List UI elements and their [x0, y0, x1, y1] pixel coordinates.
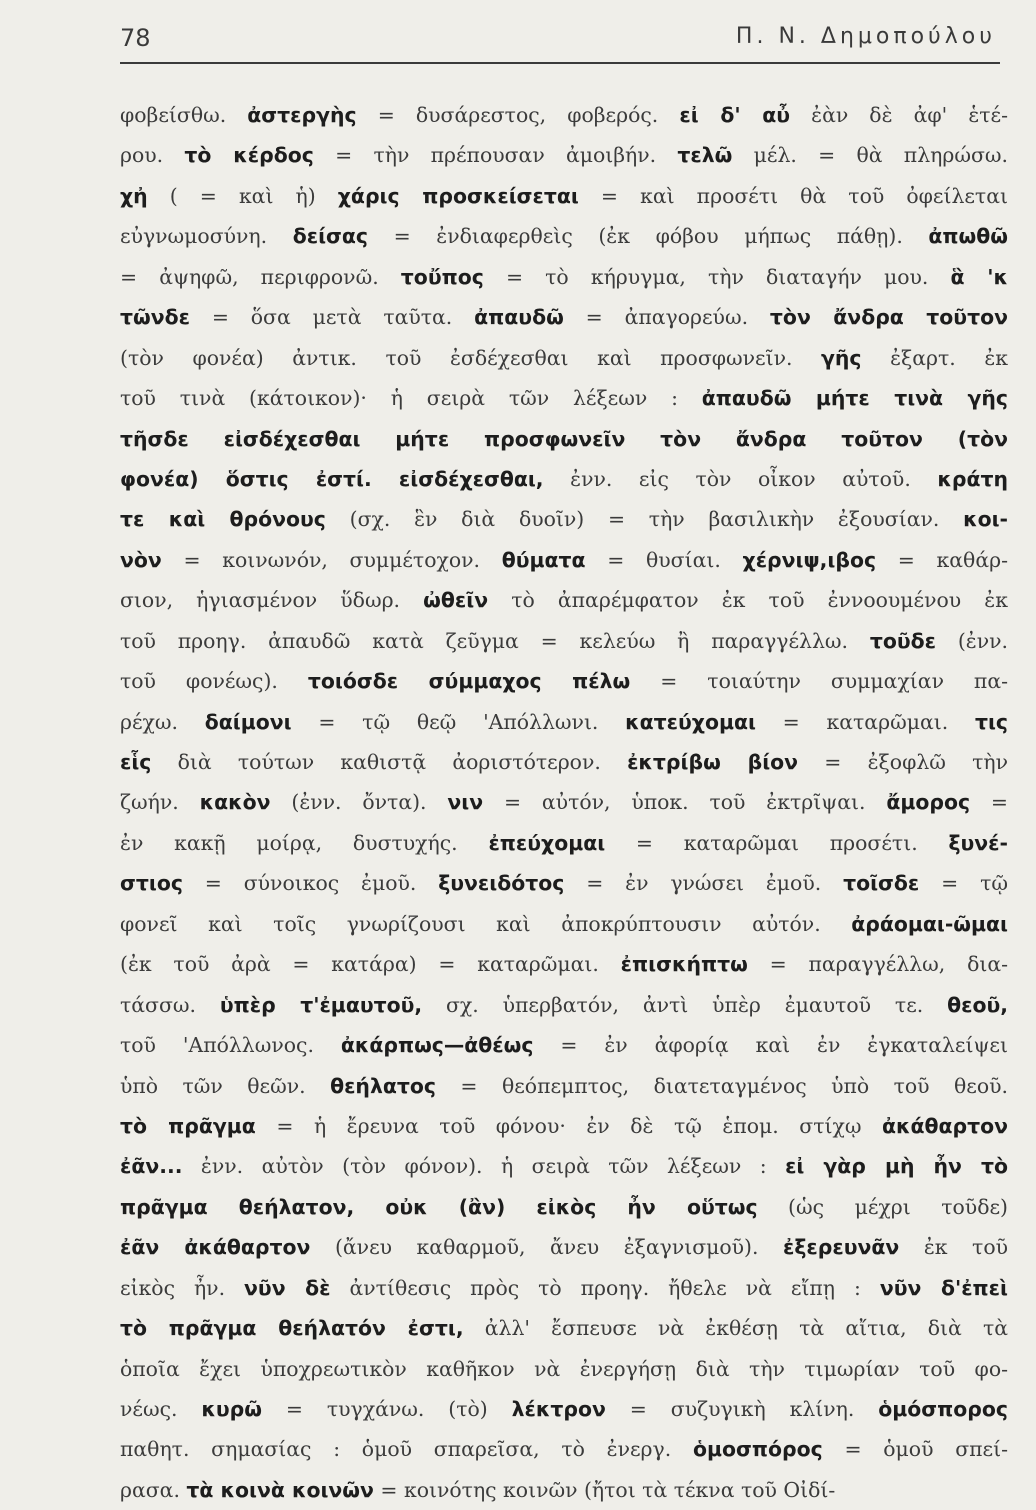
- gloss: =: [970, 790, 1008, 815]
- text-line: [120, 1187, 1008, 1227]
- gloss: ἐνν. εἰς τὸν οἶκον αὐτοῦ.: [543, 466, 938, 491]
- gloss: = ὅσα μετὰ ταῦτα.: [189, 305, 475, 330]
- text-line: [120, 904, 1008, 944]
- lemma: τοῖσδε: [843, 871, 920, 896]
- text-line: [120, 621, 1008, 661]
- lemma: ἐᾶν ἀκάθαρτον: [120, 1235, 311, 1260]
- lemma: ἀπωθῶ: [928, 224, 1008, 249]
- lemma: κακὸν: [199, 790, 271, 815]
- lemma: νιν: [447, 790, 484, 815]
- text-line: [120, 782, 1008, 822]
- text-line: [120, 944, 1008, 984]
- lemma: ἀπαυδῶ μήτε τινὰ γῆς: [701, 386, 1008, 411]
- gloss: εἰκὸς ἦν.: [120, 1275, 245, 1300]
- lemma: κράτη: [937, 466, 1008, 491]
- gloss: (σχ. ἓν διὰ δυοῖν) = τὴν βασιλικὴν ἐξουσίαν.: [325, 507, 964, 532]
- lemma: πρᾶγμα θεήλατον, οὐκ (ἂν) εἰκὸς ἦν οὕτως: [120, 1194, 758, 1219]
- gloss: ὑπὸ τῶν θεῶν.: [120, 1073, 331, 1098]
- gloss: εὐγνωμοσύνη.: [120, 224, 293, 249]
- gloss: ρασα.: [120, 1477, 187, 1502]
- text-line: [120, 338, 1008, 378]
- gloss: = καταρῶμαι προσέτι.: [605, 830, 949, 855]
- lemma: θεοῦ,: [947, 992, 1008, 1017]
- text-line: [120, 702, 1008, 742]
- lemma: νῦν δὲ: [244, 1275, 331, 1300]
- lemma: χάρις προσκείσεται: [337, 183, 579, 208]
- gloss: τοῦ 'Απόλλωνος.: [120, 1033, 341, 1058]
- gloss: = ἡ ἔρευνα τοῦ φόνου· ἐν δὲ τῷ ἑπομ. στίχῳ: [255, 1113, 882, 1138]
- lemma: τὸν ἄνδρα τοῦτον: [769, 305, 1008, 330]
- lemma: ὠθεῖν: [423, 588, 489, 613]
- lemma: ἀστεργὴς: [247, 103, 357, 127]
- lemma: ξυνειδότος: [438, 871, 565, 896]
- lemma: φονέα) ὅστις ἐστί. εἰσδέχεσθαι,: [120, 466, 544, 491]
- running-head: Π. Ν. Δημοπούλου: [735, 24, 996, 49]
- text-line: [120, 378, 1008, 418]
- gloss: ἐκ τοῦ: [899, 1235, 1008, 1260]
- lemma: νῦν δ'ἐπεὶ: [879, 1275, 1008, 1300]
- text-line: [120, 1106, 1008, 1146]
- lemma: εἰ γὰρ μὴ ἦν τὸ: [785, 1154, 1008, 1179]
- gloss: = ἐν γνώσει ἐμοῦ.: [564, 871, 844, 896]
- gloss: σιον, ἡγιασμένον ὕδωρ.: [120, 588, 424, 613]
- lemma: τε καὶ θρόνους: [120, 507, 326, 532]
- lemma: τὸ κέρδος: [184, 143, 314, 168]
- gloss: = κοινότης κοινῶν (ἤτοι τὰ τέκνα τοῦ Οἰδί-: [373, 1477, 836, 1502]
- text-line: [120, 1066, 1008, 1106]
- gloss: = ἐξοφλῶ τὴν: [798, 750, 1008, 774]
- lemma: τοὔπος: [400, 264, 484, 289]
- text-line: [120, 95, 1008, 135]
- gloss: (τὸν φονέα) ἀντικ. τοῦ ἐσδέχεσθαι καὶ προσφωνεῖν.: [120, 345, 822, 370]
- lemma: ἐᾶν...: [120, 1154, 183, 1179]
- gloss: ἐὰν δὲ ἀφ' ἑτέ-: [790, 103, 1008, 127]
- gloss: ρου.: [120, 143, 185, 168]
- text-line: [120, 580, 1008, 620]
- text-line: [120, 1308, 1008, 1348]
- gloss: = συζυγικὴ κλίνη.: [605, 1397, 879, 1421]
- gloss: ( = καὶ ἡ): [147, 183, 338, 208]
- text-line: [120, 499, 1008, 539]
- gloss: = καὶ προσέτι θὰ τοῦ ὀφείλεται: [578, 183, 1008, 208]
- gloss: ἀντίθεσις πρὸς τὸ προηγ. ἤθελε νὰ εἴπῃ :: [330, 1275, 880, 1300]
- gloss: τοῦ τινὰ (κάτοικον)· ἡ σειρὰ τῶν λέξεων :: [120, 386, 702, 411]
- text-line: [120, 419, 1008, 459]
- gloss: ἐξαρτ. ἐκ: [861, 345, 1008, 370]
- page-number: 78: [120, 24, 151, 52]
- lemma: ὑπὲρ τ'ἐμαυτοῦ,: [219, 992, 423, 1017]
- gloss: φοβείσθω.: [120, 103, 248, 127]
- gloss: μέλ. = θὰ πληρώσω.: [732, 143, 1008, 168]
- lemma: ἃ 'κ: [950, 264, 1008, 289]
- gloss: = αὐτόν, ὑποκ. τοῦ ἐκτρῖψαι.: [483, 790, 887, 815]
- text-line: [120, 216, 1008, 256]
- lemma: ἀκάρπως—ἀθέως: [340, 1033, 534, 1058]
- lemma: κοι-: [963, 507, 1008, 532]
- gloss: σχ. ὑπερβατόν, ἀντὶ ὑπὲρ ἐμαυτοῦ τε.: [422, 992, 948, 1017]
- text-line: [120, 135, 1008, 175]
- lemma: τὸ πρᾶγμα θεήλατόν ἐστι,: [120, 1316, 464, 1341]
- gloss: = τῷ θεῷ 'Απόλλωνι.: [291, 709, 626, 734]
- lemma: χἠ: [120, 183, 148, 208]
- lemma: τὸ πρᾶγμα: [120, 1113, 256, 1138]
- gloss: τάσσω.: [120, 992, 220, 1017]
- lemma: κυρῶ: [201, 1397, 262, 1421]
- text-line: [120, 297, 1008, 337]
- gloss: ἀλλ' ἔσπευσε νὰ ἐκθέσῃ τὰ αἴτια, διὰ τὰ: [463, 1316, 1008, 1341]
- lemma: ἐπεύχομαι: [488, 830, 606, 855]
- text-line: [120, 1227, 1008, 1267]
- text-line: [120, 863, 1008, 903]
- lemma: λέκτρον: [511, 1397, 606, 1421]
- gloss: = ὁμοῦ σπεί-: [822, 1437, 1008, 1462]
- lemma: θεήλατος: [330, 1073, 436, 1098]
- lemma: ξυνέ-: [948, 830, 1008, 855]
- text-line: [120, 257, 1008, 297]
- gloss: (ἐνν. ὄντα).: [270, 790, 448, 815]
- gloss: ὁποῖα ἔχει ὑποχρεωτικὸν καθῆκον νὰ ἐνεργήσῃ διὰ τὴν τιμωρίαν τοῦ φο-: [120, 1356, 1008, 1381]
- text-line: [120, 985, 1008, 1025]
- gloss: = τὸ κήρυγμα, τὴν διαταγήν μου.: [483, 264, 951, 289]
- gloss: = θεόπεμπτος, διατεταγμένος ὑπὸ τοῦ θεοῦ.: [435, 1073, 1008, 1098]
- gloss: = ἀψηφῶ, περιφρονῶ.: [120, 264, 401, 289]
- text-line: [120, 1268, 1008, 1308]
- text-line: [120, 1025, 1008, 1065]
- lemma: ἀράομαι-ῶμαι: [851, 911, 1008, 936]
- gloss: διὰ τούτων καθιστᾷ ἀοριστότερον.: [151, 750, 628, 774]
- lemma: ἀκάθαρτον: [881, 1113, 1008, 1138]
- gloss: = καταρῶμαι.: [755, 709, 975, 734]
- gloss: φονεῖ καὶ τοῖς γνωρίζουσι καὶ ἀποκρύπτουσιν αὐτόν.: [120, 911, 852, 936]
- gloss: ρέχω.: [120, 709, 205, 734]
- gloss: = τῷ: [919, 871, 1008, 896]
- gloss: = τὴν πρέπουσαν ἀμοιβήν.: [313, 143, 678, 168]
- page-header: [120, 18, 1000, 64]
- text-line: [120, 1389, 1008, 1429]
- lemma: δείσας: [292, 224, 368, 249]
- text-line: [120, 1146, 1008, 1186]
- lemma: ὁμόσπορος: [878, 1397, 1008, 1421]
- gloss: τοῦ προηγ. ἀπαυδῶ κατὰ ζεῦγμα = κελεύω ἢ παραγγέλλω.: [120, 628, 870, 653]
- gloss: ἐνν. αὐτὸν (τὸν φόνον). ἡ σειρὰ τῶν λέξεων :: [182, 1154, 786, 1179]
- lemma: ὁμοσπόρος: [692, 1437, 823, 1462]
- lemma: τοῦδε: [869, 628, 936, 653]
- lemma: εἰ δ' αὖ: [679, 103, 791, 127]
- text-line: [120, 540, 1008, 580]
- gloss: = τυγχάνω. (τὸ): [261, 1397, 512, 1421]
- text-line: [120, 176, 1008, 216]
- lemma: κατεύχομαι: [625, 709, 756, 734]
- gloss: παθητ. σημασίας : ὁμοῦ σπαρεῖσα, τὸ ἐνεργ.: [120, 1437, 693, 1462]
- gloss: = τοιαύτην συμμαχίαν πα-: [630, 669, 1008, 694]
- text-line: [120, 1470, 1008, 1510]
- lemma: ἐξερευνᾶν: [783, 1235, 900, 1260]
- text-line: [120, 1429, 1008, 1469]
- gloss: ζωήν.: [120, 790, 200, 815]
- lemma: τοιόσδε σύμμαχος πέλω: [307, 669, 631, 694]
- lemma: νὸν: [120, 547, 162, 572]
- gloss: = καθάρ-: [876, 547, 1008, 572]
- gloss: = δυσάρεστος, φοβερός.: [356, 103, 680, 127]
- gloss: (ἐνν.: [936, 628, 1008, 653]
- gloss: = ἐνδιαφερθεὶς (ἐκ φόβου μήπως πάθῃ).: [368, 224, 929, 249]
- text-line: [120, 459, 1008, 499]
- lemma: χέρνιψ,ιβος: [742, 547, 877, 572]
- commentary-text: [120, 95, 1008, 1510]
- text-line: [120, 742, 1008, 782]
- lemma: ἐκτρίβω βίον: [627, 750, 799, 774]
- gloss: = σύνοικος ἐμοῦ.: [182, 871, 439, 896]
- lemma: ἄμορος: [886, 790, 971, 815]
- gloss: = κοινωνόν, συμμέτοχον.: [161, 547, 502, 572]
- lemma: εἷς: [120, 750, 152, 774]
- gloss: (ἐκ τοῦ ἀρὰ = κατάρα) = καταρῶμαι.: [120, 952, 621, 977]
- lemma: ἐπισκήπτω: [620, 952, 748, 977]
- lemma: τῶνδε: [120, 305, 190, 330]
- lemma: τελῶ: [677, 143, 733, 168]
- lemma: στιος: [120, 871, 183, 896]
- lemma: γῆς: [821, 345, 862, 370]
- gloss: (ἄνευ καθαρμοῦ, ἄνευ ἐξαγνισμοῦ).: [310, 1235, 784, 1260]
- gloss: = θυσίαι.: [585, 547, 743, 572]
- gloss: τὸ ἀπαρέμφατον ἐκ τοῦ ἐννοουμένου ἐκ: [488, 588, 1008, 613]
- text-line: [120, 823, 1008, 863]
- text-line: [120, 1349, 1008, 1389]
- gloss: = παραγγέλλω, δια-: [747, 952, 1008, 977]
- gloss: νέως.: [120, 1397, 202, 1421]
- gloss: τοῦ φονέως).: [120, 669, 308, 694]
- gloss: (ὡς μέχρι τοῦδε): [757, 1194, 1008, 1219]
- lemma: τῆσδε εἰσδέχεσθαι μήτε προσφωνεῖν τὸν ἄνδρα τοῦτον (τὸν: [120, 426, 1008, 451]
- text-line: [120, 661, 1008, 701]
- lemma: τὰ κοινὰ κοινῶν: [186, 1477, 374, 1502]
- gloss: = ἐν ἀφορίᾳ καὶ ἐν ἐγκαταλείψει: [533, 1033, 1008, 1058]
- gloss: = ἀπαγορεύω.: [563, 305, 770, 330]
- lemma: θύματα: [501, 547, 586, 572]
- lemma: δαίμονι: [204, 709, 292, 734]
- gloss: ἐν κακῇ μοίρᾳ, δυστυχής.: [120, 830, 489, 855]
- lemma: ἀπαυδῶ: [474, 305, 564, 330]
- lemma: τις: [974, 709, 1008, 734]
